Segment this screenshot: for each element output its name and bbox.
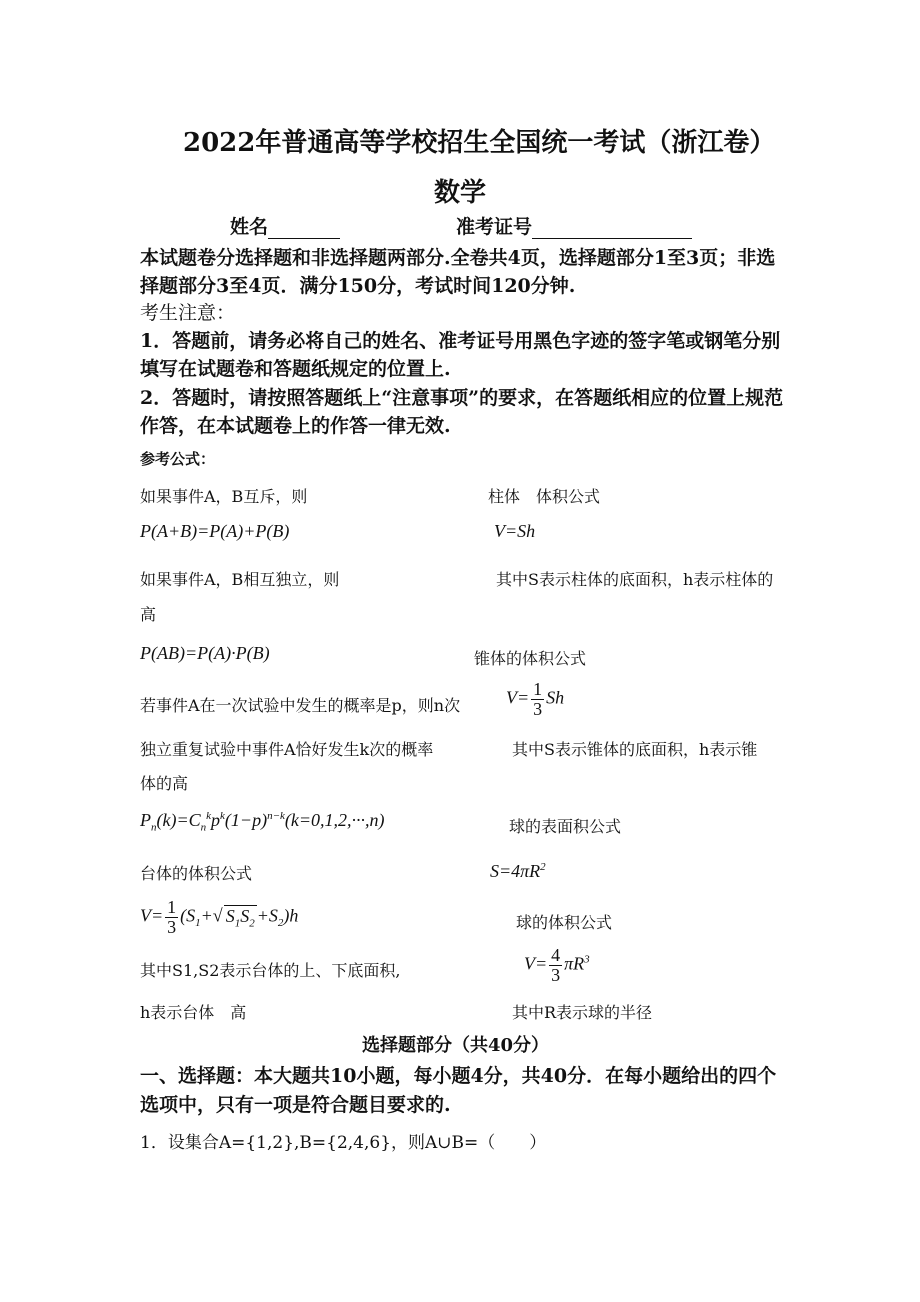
section-title: 选择题部分（共40分） [362, 1035, 550, 1056]
sphere-area-formula: $S=4\pi R^2$ [490, 861, 546, 881]
mutex-formula: P(A+B)=P(A)+P(B) [140, 521, 290, 541]
sphere-vol-text: 球的体积公式 [516, 913, 613, 932]
prism-note-2: 高 [140, 605, 157, 624]
formula-heading: 参考公式： [140, 450, 216, 468]
indep-text: 如果事件A，B相互独立，则 [140, 570, 340, 589]
name-label: 姓名 [230, 216, 269, 238]
intro-line-1: 本试题卷分选择题和非选择题两部分.全卷共4页，选择题部分1至3页；非选 [140, 247, 776, 269]
notice-1b: 填写在试题卷和答题纸规定的位置上. [140, 358, 451, 380]
prism-formula: V=Sh [494, 521, 536, 541]
binom-formula: $P_n(k)=C_n^kp^k(1-p)^{n-k}(k=0,1,2,\cdot\cdot\cdot,n)$ [140, 810, 385, 834]
cone-note: 其中S表示锥体的底面积，h表示锥 [512, 740, 758, 759]
cone-text: 锥体的体积公式 [474, 649, 587, 668]
id-label: 准考证号 [456, 216, 533, 238]
sphere-vol-formula: V= $\frac{4}{3}$ $\pi R^3$ [524, 945, 590, 985]
name-blank [268, 220, 340, 239]
sphere-area-text: 球的表面积公式 [509, 817, 622, 836]
prism-note: 其中S表示柱体的底面积，h表示柱体的 [496, 570, 774, 589]
mutex-text: 如果事件A，B互斥，则 [140, 487, 308, 506]
notice-2a: 2．答题时，请按照答题纸上“注意事项”的要求，在答题纸相应的位置上规范 [140, 387, 784, 409]
binom-text-2: 独立重复试验中事件A恰好发生k次的概率 [140, 740, 434, 759]
binom-text: 若事件A在一次试验中发生的概率是p，则n次 [140, 696, 461, 715]
notice-title: 考生注意： [140, 302, 236, 324]
indep-formula: P(AB)=P(A)·P(B) [140, 643, 270, 663]
id-blank [532, 220, 692, 239]
cone-formula: V= $\frac{1}{3}$ Sh [506, 679, 565, 719]
section-instr-1: 一、选择题：本大题共10小题，每小题4分，共40分．在每小题给出的四个 [140, 1065, 777, 1087]
intro-line-2: 择题部分3至4页．满分150分，考试时间120分钟. [140, 275, 576, 297]
prism-text: 柱体 体积公式 [488, 487, 601, 506]
id-field [456, 212, 692, 239]
name-field [230, 212, 340, 239]
subject-title: 数学 [434, 178, 487, 208]
question-1: 1．设集合A={1,2},B={2,4,6}，则A∪B=（ ） [140, 1133, 547, 1153]
notice-1a: 1．答题前，请务必将自己的姓名、准考证号用黑色字迹的签字笔或钢笔分别 [140, 330, 781, 352]
notice-2b: 作答，在本试题卷上的作答一律无效. [140, 415, 451, 437]
frustum-formula: V= $\frac{1}{3}$ ($S_1+√$ $S_1S_2 +S_2)h$ [140, 897, 299, 937]
frustum-text: 台体的体积公式 [140, 864, 253, 883]
sphere-note: 其中R表示球的半径 [512, 1003, 653, 1022]
section-instr-2: 选项中，只有一项是符合题目要求的. [140, 1094, 451, 1116]
frustum-note: 其中S1,S2表示台体的上、下底面积, [140, 961, 401, 980]
frustum-note-2: h表示台体 高 [140, 1003, 247, 1022]
cone-note-2: 体的高 [140, 774, 189, 793]
exam-title: 2022年普通高等学校招生全国统一考试（浙江卷） [183, 128, 776, 158]
